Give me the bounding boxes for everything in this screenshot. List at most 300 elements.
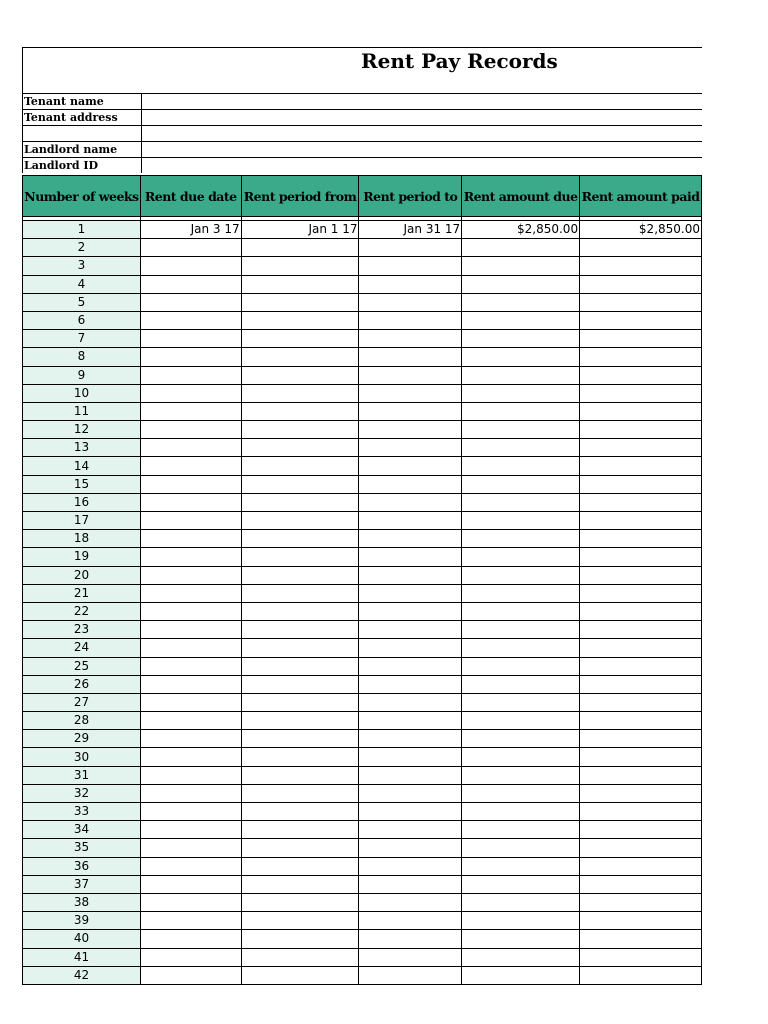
week-cell[interactable]: 1 (23, 221, 141, 239)
amount-due-cell[interactable] (462, 330, 580, 348)
table-row (23, 766, 702, 784)
table-row (23, 748, 702, 766)
table-row (23, 803, 702, 821)
week-cell[interactable]: 7 (23, 330, 141, 348)
week-cell[interactable]: 4 (23, 275, 141, 293)
info-section (22, 93, 702, 173)
page-title: Rent Pay Records (361, 49, 558, 73)
amount-due-cell[interactable] (462, 584, 580, 602)
period-to-cell[interactable] (359, 293, 462, 311)
amount-due-cell[interactable] (462, 239, 580, 257)
table-row (23, 239, 702, 257)
week-cell[interactable]: 38 (23, 893, 141, 911)
amount-paid-cell[interactable] (580, 402, 702, 420)
period-to-cell[interactable] (359, 803, 462, 821)
due-date-cell[interactable] (140, 566, 241, 584)
amount-paid-cell[interactable] (580, 657, 702, 675)
amount-due-cell[interactable] (462, 912, 580, 930)
period-from-cell[interactable] (241, 803, 359, 821)
table-row (23, 839, 702, 857)
table-row (23, 348, 702, 366)
amount-paid-cell[interactable] (580, 421, 702, 439)
week-cell[interactable]: 10 (23, 384, 141, 402)
period-to-cell[interactable] (359, 621, 462, 639)
table-row (23, 675, 702, 693)
period-from-cell[interactable] (241, 366, 359, 384)
amount-paid-cell[interactable] (580, 330, 702, 348)
period-to-cell[interactable] (359, 821, 462, 839)
amount-paid-cell[interactable] (580, 384, 702, 402)
week-cell[interactable]: 25 (23, 657, 141, 675)
amount-paid-cell[interactable] (580, 457, 702, 475)
period-to-cell[interactable] (359, 348, 462, 366)
tenant-name-label: Tenant name (24, 95, 104, 108)
week-cell[interactable]: 16 (23, 493, 141, 511)
due-date-cell[interactable] (140, 512, 241, 530)
due-date-cell[interactable] (140, 730, 241, 748)
amount-due-cell[interactable] (462, 675, 580, 693)
table-row (23, 439, 702, 457)
table-row (23, 966, 702, 984)
period-to-cell[interactable] (359, 493, 462, 511)
week-cell[interactable]: 17 (23, 512, 141, 530)
due-date-cell[interactable] (140, 584, 241, 602)
due-date-cell[interactable] (140, 402, 241, 420)
period-from-cell[interactable] (241, 748, 359, 766)
due-date-cell[interactable] (140, 530, 241, 548)
due-date-cell[interactable] (140, 493, 241, 511)
week-cell[interactable]: 30 (23, 748, 141, 766)
period-to-cell[interactable] (359, 402, 462, 420)
week-cell[interactable]: 13 (23, 439, 141, 457)
amount-due-cell[interactable] (462, 930, 580, 948)
amount-due-cell[interactable] (462, 293, 580, 311)
due-date-cell[interactable] (140, 912, 241, 930)
amount-due-cell[interactable] (462, 693, 580, 711)
period-to-cell[interactable] (359, 930, 462, 948)
col-header-amount-due[interactable]: Rent amount due (462, 176, 580, 217)
table-row (23, 566, 702, 584)
amount-due-cell[interactable] (462, 257, 580, 275)
period-from-cell[interactable] (241, 821, 359, 839)
landlord-id-field[interactable] (141, 157, 703, 173)
period-from-cell[interactable] (241, 693, 359, 711)
period-to-cell[interactable] (359, 475, 462, 493)
amount-due-cell[interactable] (462, 384, 580, 402)
week-cell[interactable]: 12 (23, 421, 141, 439)
table-row (23, 821, 702, 839)
period-from-cell[interactable] (241, 239, 359, 257)
period-from-cell[interactable] (241, 584, 359, 602)
table-row (23, 293, 702, 311)
period-to-cell[interactable] (359, 784, 462, 802)
amount-due-cell[interactable] (462, 966, 580, 984)
period-to-cell[interactable] (359, 657, 462, 675)
period-from-cell[interactable] (241, 930, 359, 948)
amount-paid-cell[interactable] (580, 348, 702, 366)
week-cell[interactable]: 23 (23, 621, 141, 639)
amount-due-cell[interactable] (462, 457, 580, 475)
amount-due-cell[interactable] (462, 548, 580, 566)
table-row (23, 257, 702, 275)
period-from-cell[interactable] (241, 530, 359, 548)
amount-due-cell[interactable] (462, 784, 580, 802)
period-from-cell[interactable] (241, 621, 359, 639)
period-from-cell[interactable] (241, 857, 359, 875)
period-to-cell[interactable] (359, 566, 462, 584)
week-cell[interactable]: 32 (23, 784, 141, 802)
week-cell[interactable]: 22 (23, 602, 141, 620)
amount-paid-cell[interactable] (580, 766, 702, 784)
amount-due-cell[interactable] (462, 730, 580, 748)
period-to-cell[interactable] (359, 748, 462, 766)
amount-due-cell[interactable] (462, 803, 580, 821)
due-date-cell[interactable] (140, 257, 241, 275)
period-to-cell[interactable] (359, 857, 462, 875)
amount-paid-cell[interactable] (580, 621, 702, 639)
week-cell[interactable]: 37 (23, 875, 141, 893)
due-date-cell[interactable] (140, 966, 241, 984)
due-date-cell[interactable] (140, 311, 241, 329)
amount-paid-cell[interactable] (580, 530, 702, 548)
amount-paid-cell[interactable] (580, 275, 702, 293)
col-header-period-to[interactable]: Rent period to (359, 176, 462, 217)
period-from-cell[interactable] (241, 602, 359, 620)
period-from-cell[interactable] (241, 330, 359, 348)
week-cell[interactable]: 18 (23, 530, 141, 548)
amount-paid-cell[interactable] (580, 803, 702, 821)
period-from-cell[interactable]: Jan 1 17 (241, 221, 359, 239)
due-date-cell[interactable] (140, 348, 241, 366)
amount-due-cell[interactable] (462, 748, 580, 766)
period-to-cell[interactable] (359, 366, 462, 384)
week-cell[interactable]: 14 (23, 457, 141, 475)
week-cell[interactable]: 28 (23, 712, 141, 730)
amount-due-cell[interactable] (462, 421, 580, 439)
tenant-address-field[interactable] (141, 109, 703, 125)
table-row (23, 784, 702, 802)
amount-due-cell[interactable] (462, 439, 580, 457)
week-cell[interactable]: 20 (23, 566, 141, 584)
amount-paid-cell[interactable] (580, 784, 702, 802)
period-to-cell[interactable] (359, 275, 462, 293)
table-row (23, 402, 702, 420)
period-from-cell[interactable] (241, 293, 359, 311)
amount-paid-cell[interactable] (580, 493, 702, 511)
period-from-cell[interactable] (241, 512, 359, 530)
due-date-cell[interactable] (140, 421, 241, 439)
col-header-amount-paid[interactable]: Rent amount paid (580, 176, 702, 217)
period-to-cell[interactable] (359, 966, 462, 984)
period-from-cell[interactable] (241, 948, 359, 966)
table-row (23, 712, 702, 730)
period-from-cell[interactable] (241, 784, 359, 802)
due-date-cell[interactable] (140, 475, 241, 493)
due-date-cell[interactable] (140, 639, 241, 657)
week-cell[interactable]: 21 (23, 584, 141, 602)
amount-due-cell[interactable] (462, 530, 580, 548)
col-header-period-from[interactable]: Rent period from (241, 176, 359, 217)
amount-paid-cell[interactable] (580, 548, 702, 566)
week-cell[interactable]: 6 (23, 311, 141, 329)
period-from-cell[interactable] (241, 893, 359, 911)
week-cell[interactable]: 11 (23, 402, 141, 420)
period-from-cell[interactable] (241, 257, 359, 275)
table-row (23, 602, 702, 620)
week-cell[interactable]: 24 (23, 639, 141, 657)
amount-paid-cell[interactable]: $2,850.00 (580, 221, 702, 239)
amount-paid-cell[interactable] (580, 239, 702, 257)
table-row (23, 275, 702, 293)
blank-field[interactable] (141, 125, 703, 141)
period-to-cell[interactable] (359, 530, 462, 548)
week-cell[interactable]: 8 (23, 348, 141, 366)
period-to-cell[interactable] (359, 839, 462, 857)
period-from-cell[interactable] (241, 348, 359, 366)
amount-paid-cell[interactable] (580, 439, 702, 457)
amount-due-cell[interactable] (462, 602, 580, 620)
week-cell[interactable]: 34 (23, 821, 141, 839)
period-to-cell[interactable] (359, 584, 462, 602)
period-to-cell[interactable] (359, 875, 462, 893)
period-to-cell[interactable] (359, 948, 462, 966)
col-header-weeks[interactable]: Number of weeks (23, 176, 141, 217)
week-cell[interactable]: 15 (23, 475, 141, 493)
amount-due-cell[interactable] (462, 766, 580, 784)
tenant-address-label: Tenant address (24, 111, 118, 124)
due-date-cell[interactable] (140, 384, 241, 402)
amount-paid-cell[interactable] (580, 821, 702, 839)
tenant-name-row (22, 93, 702, 109)
amount-paid-cell[interactable] (580, 475, 702, 493)
table-row (23, 912, 702, 930)
week-cell[interactable]: 5 (23, 293, 141, 311)
period-to-cell[interactable] (359, 602, 462, 620)
amount-due-cell[interactable] (462, 493, 580, 511)
tenant-address-row (22, 109, 702, 125)
week-cell[interactable]: 19 (23, 548, 141, 566)
period-from-cell[interactable] (241, 548, 359, 566)
period-from-cell[interactable] (241, 875, 359, 893)
amount-paid-cell[interactable] (580, 839, 702, 857)
amount-paid-cell[interactable] (580, 366, 702, 384)
period-to-cell[interactable] (359, 639, 462, 657)
period-from-cell[interactable] (241, 421, 359, 439)
landlord-id-row (22, 157, 702, 173)
amount-due-cell[interactable] (462, 839, 580, 857)
period-to-cell[interactable] (359, 311, 462, 329)
week-cell[interactable]: 39 (23, 912, 141, 930)
due-date-cell[interactable] (140, 948, 241, 966)
period-from-cell[interactable] (241, 839, 359, 857)
amount-paid-cell[interactable] (580, 730, 702, 748)
period-from-cell[interactable] (241, 275, 359, 293)
period-to-cell[interactable] (359, 330, 462, 348)
amount-paid-cell[interactable] (580, 693, 702, 711)
amount-due-cell[interactable] (462, 712, 580, 730)
period-to-cell[interactable] (359, 239, 462, 257)
table-row (23, 693, 702, 711)
due-date-cell[interactable] (140, 439, 241, 457)
period-from-cell[interactable] (241, 730, 359, 748)
due-date-cell[interactable] (140, 602, 241, 620)
col-header-due-date[interactable]: Rent due date (140, 176, 241, 217)
amount-paid-cell[interactable] (580, 512, 702, 530)
period-from-cell[interactable] (241, 712, 359, 730)
amount-due-cell[interactable] (462, 366, 580, 384)
amount-paid-cell[interactable] (580, 930, 702, 948)
due-date-cell[interactable] (140, 893, 241, 911)
week-cell[interactable]: 42 (23, 966, 141, 984)
week-cell[interactable]: 2 (23, 239, 141, 257)
due-date-cell[interactable] (140, 366, 241, 384)
amount-paid-cell[interactable] (580, 893, 702, 911)
period-from-cell[interactable] (241, 475, 359, 493)
period-to-cell[interactable] (359, 712, 462, 730)
amount-due-cell[interactable] (462, 348, 580, 366)
due-date-cell[interactable] (140, 712, 241, 730)
table-row (23, 657, 702, 675)
due-date-cell[interactable] (140, 293, 241, 311)
amount-paid-cell[interactable] (580, 639, 702, 657)
amount-paid-cell[interactable] (580, 912, 702, 930)
week-cell[interactable]: 35 (23, 839, 141, 857)
due-date-cell[interactable] (140, 457, 241, 475)
period-from-cell[interactable] (241, 457, 359, 475)
amount-due-cell[interactable] (462, 475, 580, 493)
amount-paid-cell[interactable] (580, 675, 702, 693)
period-from-cell[interactable] (241, 675, 359, 693)
amount-due-cell[interactable] (462, 639, 580, 657)
due-date-cell[interactable] (140, 748, 241, 766)
period-to-cell[interactable] (359, 693, 462, 711)
period-from-cell[interactable] (241, 766, 359, 784)
due-date-cell[interactable] (140, 803, 241, 821)
table-row (23, 621, 702, 639)
period-from-cell[interactable] (241, 384, 359, 402)
due-date-cell[interactable] (140, 821, 241, 839)
amount-paid-cell[interactable] (580, 566, 702, 584)
table-row (23, 421, 702, 439)
period-to-cell[interactable] (359, 439, 462, 457)
week-cell[interactable]: 33 (23, 803, 141, 821)
amount-due-cell[interactable] (462, 893, 580, 911)
amount-due-cell[interactable] (462, 311, 580, 329)
period-from-cell[interactable] (241, 912, 359, 930)
period-from-cell[interactable] (241, 566, 359, 584)
amount-paid-cell[interactable] (580, 857, 702, 875)
table-row (23, 875, 702, 893)
period-from-cell[interactable] (241, 402, 359, 420)
due-date-cell[interactable] (140, 875, 241, 893)
due-date-cell[interactable]: Jan 3 17 (140, 221, 241, 239)
amount-due-cell[interactable] (462, 948, 580, 966)
amount-paid-cell[interactable] (580, 948, 702, 966)
amount-due-cell[interactable] (462, 657, 580, 675)
amount-due-cell[interactable] (462, 566, 580, 584)
period-to-cell[interactable] (359, 730, 462, 748)
amount-paid-cell[interactable] (580, 311, 702, 329)
week-cell[interactable]: 36 (23, 857, 141, 875)
period-to-cell[interactable] (359, 384, 462, 402)
period-to-cell[interactable] (359, 257, 462, 275)
due-date-cell[interactable] (140, 548, 241, 566)
due-date-cell[interactable] (140, 930, 241, 948)
week-cell[interactable]: 3 (23, 257, 141, 275)
due-date-cell[interactable] (140, 857, 241, 875)
amount-paid-cell[interactable] (580, 748, 702, 766)
period-to-cell[interactable] (359, 893, 462, 911)
due-date-cell[interactable] (140, 239, 241, 257)
week-cell[interactable]: 9 (23, 366, 141, 384)
amount-due-cell[interactable] (462, 857, 580, 875)
amount-paid-cell[interactable] (580, 293, 702, 311)
due-date-cell[interactable] (140, 766, 241, 784)
week-cell[interactable]: 41 (23, 948, 141, 966)
period-to-cell[interactable] (359, 912, 462, 930)
landlord-name-label: Landlord name (24, 143, 118, 156)
amount-paid-cell[interactable] (580, 602, 702, 620)
amount-paid-cell[interactable] (580, 712, 702, 730)
amount-due-cell[interactable] (462, 512, 580, 530)
due-date-cell[interactable] (140, 657, 241, 675)
amount-due-cell[interactable] (462, 402, 580, 420)
period-to-cell[interactable] (359, 512, 462, 530)
due-date-cell[interactable] (140, 275, 241, 293)
landlord-name-field[interactable] (141, 141, 703, 157)
title-block (22, 47, 702, 93)
amount-paid-cell[interactable] (580, 966, 702, 984)
week-cell[interactable]: 26 (23, 675, 141, 693)
period-to-cell[interactable] (359, 766, 462, 784)
period-from-cell[interactable] (241, 657, 359, 675)
amount-due-cell[interactable] (462, 621, 580, 639)
amount-due-cell[interactable]: $2,850.00 (462, 221, 580, 239)
period-from-cell[interactable] (241, 493, 359, 511)
due-date-cell[interactable] (140, 693, 241, 711)
period-to-cell[interactable] (359, 548, 462, 566)
week-cell[interactable]: 27 (23, 693, 141, 711)
week-cell[interactable]: 40 (23, 930, 141, 948)
due-date-cell[interactable] (140, 675, 241, 693)
period-from-cell[interactable] (241, 966, 359, 984)
period-from-cell[interactable] (241, 439, 359, 457)
amount-paid-cell[interactable] (580, 257, 702, 275)
amount-due-cell[interactable] (462, 875, 580, 893)
amount-due-cell[interactable] (462, 821, 580, 839)
period-to-cell[interactable]: Jan 31 17 (359, 221, 462, 239)
due-date-cell[interactable] (140, 784, 241, 802)
tenant-name-field[interactable] (141, 93, 703, 109)
period-from-cell[interactable] (241, 639, 359, 657)
week-cell[interactable]: 31 (23, 766, 141, 784)
period-to-cell[interactable] (359, 675, 462, 693)
table-row (23, 330, 702, 348)
amount-paid-cell[interactable] (580, 584, 702, 602)
period-to-cell[interactable] (359, 421, 462, 439)
period-from-cell[interactable] (241, 311, 359, 329)
table-row (23, 475, 702, 493)
due-date-cell[interactable] (140, 330, 241, 348)
due-date-cell[interactable] (140, 839, 241, 857)
due-date-cell[interactable] (140, 621, 241, 639)
week-cell[interactable]: 29 (23, 730, 141, 748)
landlord-name-row (22, 141, 702, 157)
amount-due-cell[interactable] (462, 275, 580, 293)
period-to-cell[interactable] (359, 457, 462, 475)
table-row (23, 548, 702, 566)
amount-paid-cell[interactable] (580, 875, 702, 893)
